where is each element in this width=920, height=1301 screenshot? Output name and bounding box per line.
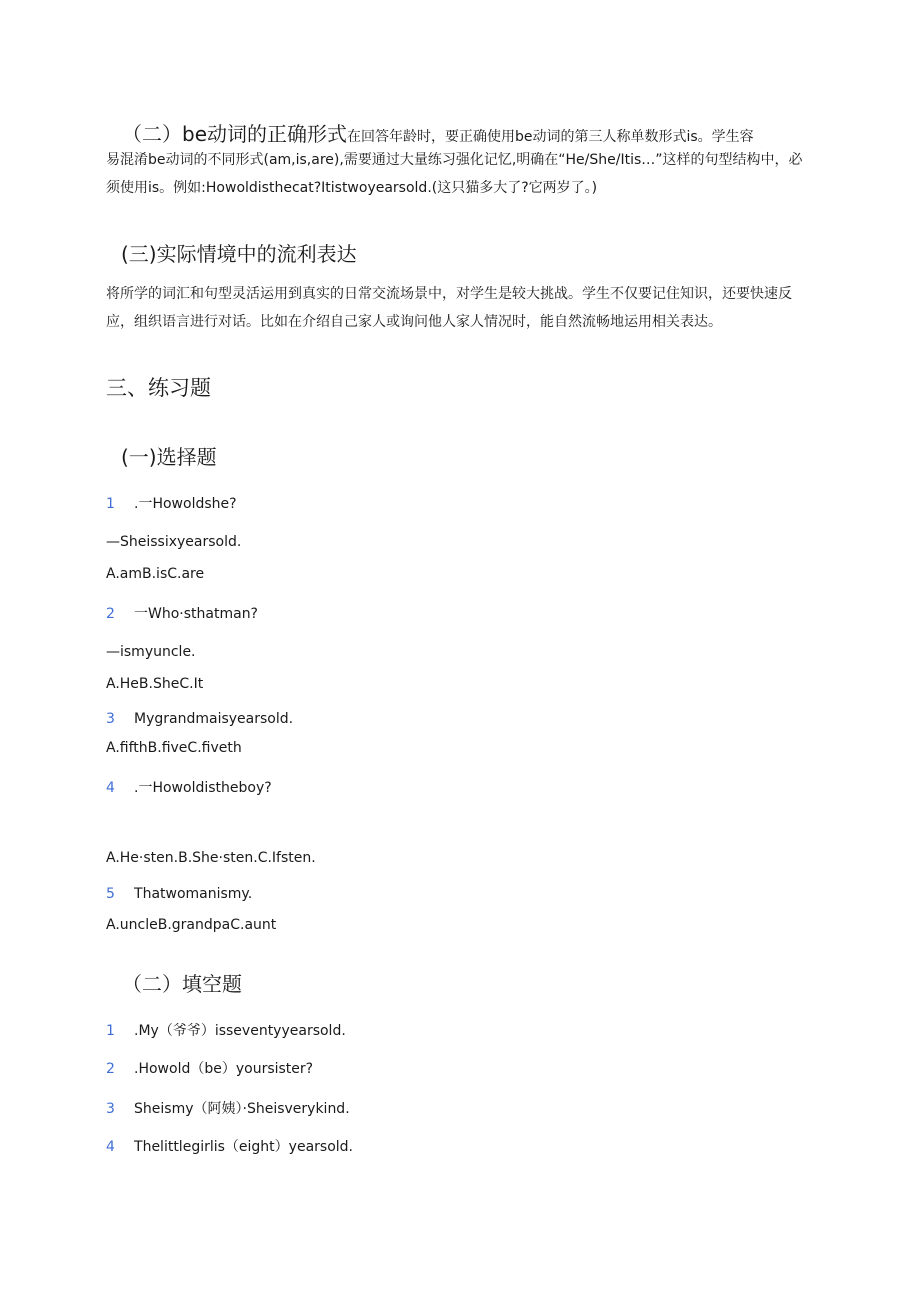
- question-answer-line: —ismyuncle.: [106, 644, 196, 660]
- section-fluent-expression-body: 将所学的词汇和句型灵活运用到真实的日常交流场景中，对学生是较大挑战。学生不仅要记住知识，还要快速反应，组织语言进行对话。比如在介绍自己家人或询问他人家人情况时，能自然流畅地运用相关表达。: [106, 286, 792, 330]
- item-number: 1: [106, 1023, 115, 1039]
- list-item: [106, 1136, 353, 1156]
- list-item: [106, 493, 237, 513]
- question-options: A.uncleB.grandpaC.aunt: [106, 917, 277, 933]
- question-number: 4: [106, 780, 115, 796]
- section-be-verb-body: 易混淆be动词的不同形式(am,is,are),需要通过大量练习强化记忆,明确在“He/She/Itis…”这样的句型结构中，必须使用is。例如:Howoldisthecat?Itistwoyearsold.(这只猫多大了?它两岁了。): [106, 152, 803, 196]
- fill-blank-heading: （二）填空题: [122, 972, 242, 996]
- question-answer-line: —Sheissixyearsold.: [106, 534, 242, 550]
- question-options: A.amB.isC.are: [106, 566, 205, 582]
- list-item: [106, 1020, 346, 1040]
- question-number: 2: [106, 606, 115, 622]
- item-text: .Howold（be）yoursister?: [134, 1061, 314, 1077]
- list-item: [106, 1058, 313, 1078]
- list-item: [106, 708, 293, 727]
- list-item: [106, 777, 272, 797]
- list-item: [106, 603, 258, 623]
- item-number: 4: [106, 1139, 115, 1155]
- question-options: A.He·sten.B.She·sten.C.Ifsten.: [106, 850, 316, 866]
- question-text: .一Howoldistheboy?: [134, 780, 272, 796]
- section-be-verb-line1: [122, 118, 754, 147]
- section-heading-be-verb: （二）be动词的正确形式: [122, 122, 347, 146]
- question-number: 5: [106, 886, 115, 902]
- list-item: [106, 1098, 350, 1118]
- item-text: Thelittlegirlis（eight）yearsold.: [134, 1139, 353, 1155]
- item-number: 2: [106, 1061, 115, 1077]
- question-text: .一Howoldshe?: [134, 496, 237, 512]
- question-text: 一Who·sthatman?: [134, 606, 258, 622]
- choice-questions-heading: (一)选择题: [121, 445, 217, 469]
- question-options: A.fifthB.fiveC.fiveth: [106, 740, 242, 756]
- section-heading-fluent-expression: (三)实际情境中的流利表达: [121, 242, 357, 266]
- question-options: A.HeB.SheC.It: [106, 676, 204, 692]
- question-number: 1: [106, 496, 115, 512]
- question-text: Thatwomanismy.: [134, 886, 253, 902]
- list-item: [106, 883, 252, 902]
- question-number: 3: [106, 711, 115, 727]
- item-text: .My（爷爷）isseventyyearsold.: [134, 1023, 346, 1039]
- section-be-verb-body-start: 在回答年龄时，要正确使用be动词的第三人称单数形式is。学生容: [347, 129, 754, 145]
- question-text: Mygrandmaisyearsold.: [134, 711, 294, 727]
- item-text: Sheismy（阿姨）·Sheisverykind.: [134, 1101, 350, 1117]
- exercises-heading: 三、练习题: [106, 376, 211, 400]
- item-number: 3: [106, 1101, 115, 1117]
